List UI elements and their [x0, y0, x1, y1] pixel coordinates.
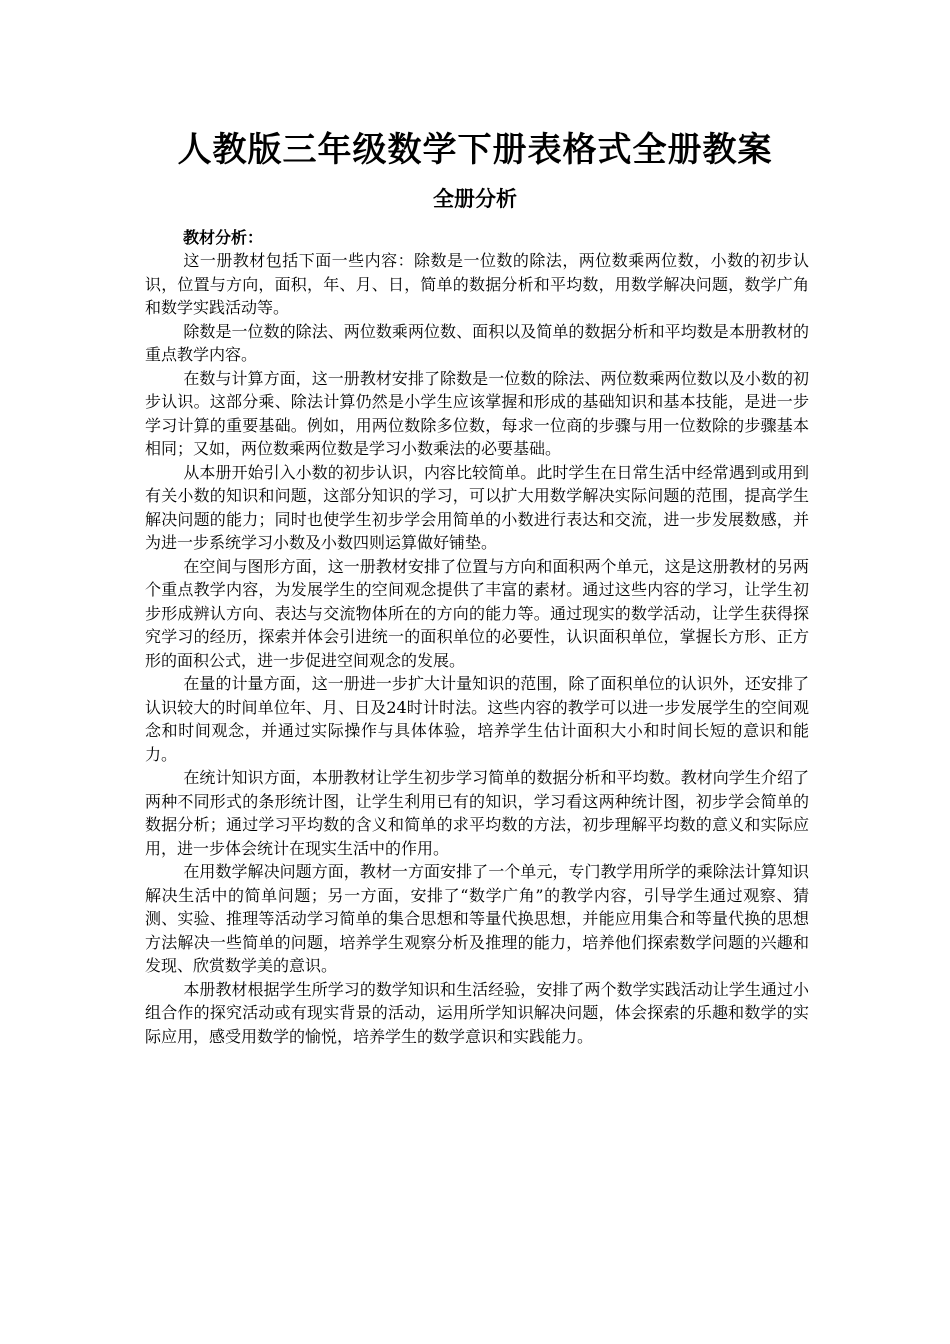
document-body [145, 226, 809, 1048]
paragraph-7: 在统计知识方面，本册教材让学生初步学习简单的数据分析和平均数。教材向学生介绍了两种不同形式的条形统计图，让学生利用已有的知识，学习看这两种统计图，初步学会简单的数据分析；通过学习平均数的含义和简单的求平均数的方法，初步理解平均数的意义和实际应用，进一步体会统计在现实生活中的作用。 [145, 768, 809, 858]
section-heading: 教材分析： [183, 228, 264, 247]
paragraph-8: 在用数学解决问题方面，教材一方面安排了一个单元，专门教学用所学的乘除法计算知识解决生活中的简单问题；另一方面，安排了“数学广角”的教学内容，引导学生通过观察、猜测、实验、推理等活动学习简单的集合思想和等量代换思想，并能应用集合和等量代换的思想方法解决一些简单的问题，培养学生观察分析及推理的能力，培养他们探索数学问题的兴趣和发现、欣赏数学美的意识。 [145, 862, 809, 975]
paragraph-3: 在数与计算方面，这一册教材安排了除数是一位数的除法、两位数乘两位数以及小数的初步认识。这部分乘、除法计算仍然是小学生应该掌握和形成的基础知识和基本技能，是进一步学习计算的重要基础。例如，用两位数除多位数，每求一位商的步骤与用一位数除的步骤基本相同；又如，两位数乘两位数是学习小数乘法的必要基础。 [145, 368, 809, 458]
paragraph-4: 从本册开始引入小数的初步认识，内容比较简单。此时学生在日常生活中经常遇到或用到有关小数的知识和问题，这部分知识的学习，可以扩大用数学解决实际问题的范围，提高学生解决问题的能力；同时也使学生初步学会用简单的小数进行表达和交流，进一步发展数感，并为进一步系统学习小数及小数四则运算做好铺垫。 [145, 462, 809, 552]
paragraph-9: 本册教材根据学生所学习的数学知识和生活经验，安排了两个数学实践活动让学生通过小组合作的探究活动或有现实背景的活动，运用所学知识解决问题，体会探索的乐趣和数学的实际应用，感受用数学的愉悦，培养学生的数学意识和实践能力。 [145, 979, 809, 1046]
paragraph-2: 除数是一位数的除法、两位数乘两位数、面积以及简单的数据分析和平均数是本册教材的重点教学内容。 [145, 321, 809, 364]
paragraph-5: 在空间与图形方面，这一册教材安排了位置与方向和面积两个单元，这是这册教材的另两个重点教学内容，为发展学生的空间观念提供了丰富的素材。通过这些内容的学习，让学生初步形成辨认方向、表达与交流物体所在的方向的能力等。通过现实的数学活动，让学生获得探究学习的经历，探索并体会引进统一的面积单位的必要性，认识面积单位，掌握长方形、正方形的面积公式，进一步促进空间观念的发展。 [145, 556, 809, 670]
document-title: 人教版三年级数学下册表格式全册教案 [177, 130, 773, 170]
paragraph-6: 在量的计量方面，这一册进一步扩大计量知识的范围，除了面积单位的认识外，还安排了认识较大的时间单位年、月、日及24时计时法。这些内容的教学可以进一步发展学生的空间观念和时间观念，并通过实际操作与具体体验，培养学生估计面积大小和时间长短的意识和能力。 [145, 674, 809, 764]
document-subtitle: 全册分析 [433, 186, 517, 211]
paragraph-1: 这一册教材包括下面一些内容：除数是一位数的除法，两位数乘两位数，小数的初步认识，位置与方向，面积，年、月、日，简单的数据分析和平均数，用数学解决问题，数学广角和数学实践活动等。 [145, 251, 809, 317]
